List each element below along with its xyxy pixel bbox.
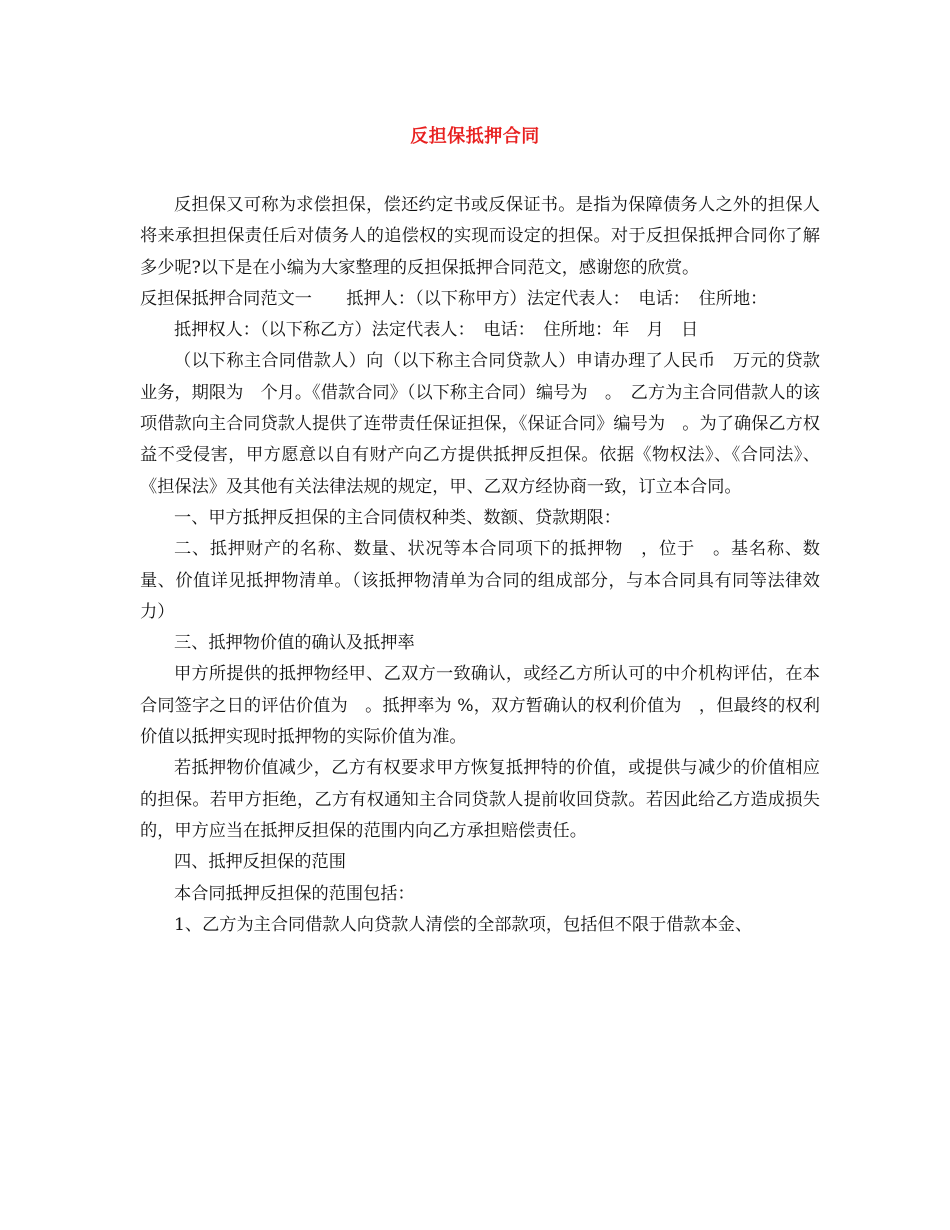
list-item-1: 1、乙方为主合同借款人向贷款人清偿的全部款项，包括但不限于借款本金、: [174, 914, 753, 935]
section-heading-3: 三、抵押物价值的确认及抵押率: [174, 633, 415, 654]
paragraph-value-decrease: 若抵押物价值减少，乙方有权要求甲方恢复抵押特的价值，或提供与减少的价值相应的担保。若甲方拒绝，乙方有权通知主合同贷款人提前收回贷款。若因此给乙方造成损失的，甲方应当在抵押反担保的范围内向乙方承担赔偿责任。: [140, 758, 820, 841]
paragraph-background: （以下称主合同借款人）向（以下称主合同贷款人）申请办理了人民币 万元的贷款业务，期限为 个月。《借款合同》（以下称主合同）编号为 。 乙方为主合同借款人的该项借款向主合同贷款人提供了连带责任保证担保，《保证合同》编号为 。为了确保乙方权益不受侵害，甲方愿意以自有财产向乙方提供抵押反担保。依据《物权法》、《合同法》、《担保法》及其他有关法律法规的规定，甲、乙双方经协商一致，订立本合同。: [140, 351, 820, 497]
document-title: 反担保抵押合同: [410, 126, 540, 147]
section-heading-1: 一、甲方抵押反担保的主合同债权种类、数额、贷款期限：: [174, 507, 621, 528]
document-body: [140, 190, 820, 941]
section-heading-4: 四、抵押反担保的范围: [174, 852, 346, 873]
paragraph-valuation: 甲方所提供的抵押物经甲、乙双方一致确认，或经乙方所认可的中介机构评估，在本合同签字之日的评估价值为 。抵押率为 %，双方暂确认的权利价值为 ，但最终的权利价值以抵押实现时抵押物的实际价值为准。: [140, 664, 820, 748]
paragraph-mortgagee: 抵押权人：（以下称乙方）法定代表人： 电话： 住所地：年 月 日: [174, 320, 699, 341]
paragraph-mortgagor: 反担保抵押合同范文一 抵押人：（以下称甲方）法定代表人： 电话： 住所地：: [140, 288, 768, 309]
paragraph-scope-intro: 本合同抵押反担保的范围包括：: [174, 883, 415, 904]
section-2: 二、抵押财产的名称、数量、状况等本合同项下的抵押物 ，位于 。基名称、数量、价值详见抵押物清单。（该抵押物清单为合同的组成部分，与本合同具有同等法律效力）: [140, 539, 820, 622]
paragraph-intro: 反担保又可称为求偿担保，偿还约定书或反保证书。是指为保障债务人之外的担保人将来承担担保责任后对债务人的追偿权的实现而设定的担保。对于反担保抵押合同你了解多少呢?以下是在小编为大家整理的反担保抵押合同范文，感谢您的欣赏。: [140, 195, 820, 278]
